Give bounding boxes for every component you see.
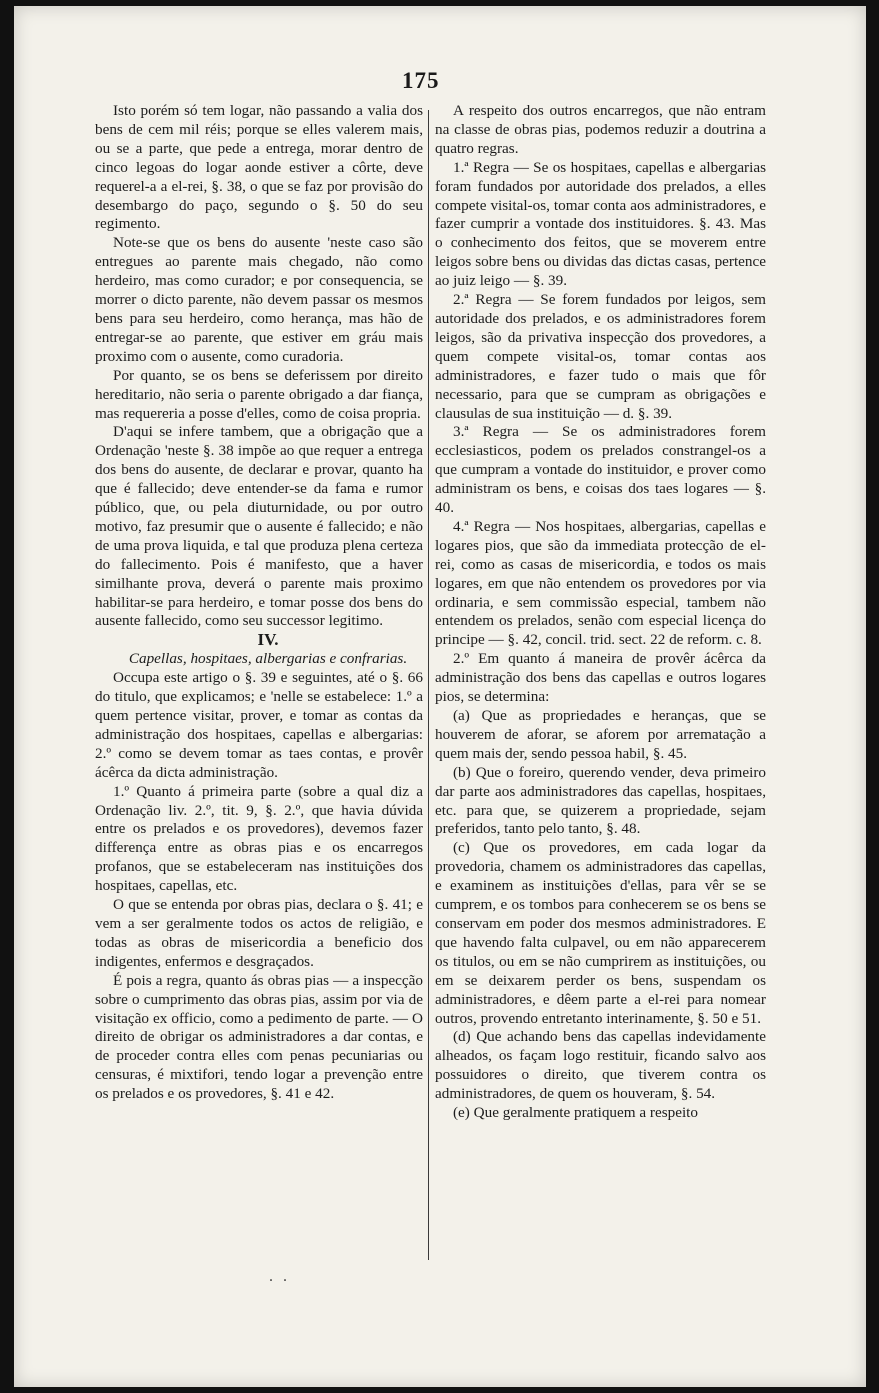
right-column <box>435 102 766 1123</box>
right-paragraph: 1.ª Regra — Se os hospitaes, capellas e albergarias foram fundados por autoridade dos prelados, a elles compete visital-os, tomar conta aos administradores, e fazer cumprir a vontade dos instituidores. §. 43. Mas o conhecimento dos feitos, que se moverem entre leigos sobre bens ou dividas das dictas casas, pertence ao juiz leigo — §. 39. <box>435 158 766 290</box>
right-paragraph: (b) Que o foreiro, querendo vender, deva primeiro dar parte aos administradores das capellas, hospitaes, etc. para que, se quizerem a propriedade, sejam preferidos, tanto pelo tanto, §. 48. <box>435 763 766 838</box>
right-paragraph: (d) Que achando bens das capellas indevidamente alheados, os façam logo restituir, ficando salvo aos possuidores o direito, que tiverem contra os administradores, de quem os houveram, §. 54. <box>435 1028 766 1103</box>
left-column <box>95 102 423 1104</box>
right-paragraph: 4.ª Regra — Nos hospitaes, albergarias, capellas e logares pios, que são da immediata protecção de el-rei, como as casas de misericordia, e todos os mais logares, em que não entendem os provedores por via ordinaria, e sem commissão especial, tambem não entendem os prelados, senão com especial licença do principe — §. 42, concil. trid. sect. 22 de reform. c. 8. <box>435 517 766 649</box>
footer-marks: . . <box>269 1268 290 1285</box>
right-paragraph: 2.ª Regra — Se forem fundados por leigos, sem autoridade dos prelados, e os administradores forem leigos, são da privativa inspecção dos provedores, a quem compete visital-os, tomar contas aos administradores, e fazer tudo o mais que fôr necessario, para que se cumpram as obrigações e clausulas de sua instituição — d. §. 39. <box>435 291 766 422</box>
left-paragraph: O que se entenda por obras pias, declara o §. 41; e vem a ser geralmente todos os actos de religião, e todas as obras de misericordia a beneficio dos indigentes, enfermos e desgraçados. <box>95 896 423 970</box>
left-paragraph: Isto porém só tem logar, não passando a valia dos bens de cem mil réis; porque se elles valerem mais, ou se a parte, que pede a entrega, morar dentro de cinco legoas do logar aonde estiver a côrte, deve requerel-a a el-rei, §. 38, o que se faz por provisão do desembargo do paço, segundo o §. 50 do seu regimento. <box>95 102 423 233</box>
left-paragraph: Occupa este artigo o §. 39 e seguintes, até o §. 66 do titulo, que explicamos; e 'nelle se estabelece: 1.º a quem pertence visitar, prover, e tomar as contas da administração dos hospitaes, capellas e albergarias: 2.º como se devem tomar as taes contas, e provêr ácêrca da dicta administração. <box>95 669 423 781</box>
column-divider <box>428 110 429 1260</box>
left-paragraph: 1.º Quanto á primeira parte (sobre a qual diz a Ordenação liv. 2.º, tit. 9, §. 2.º, que havia dúvida entre os prelados e os provedores), devemos fazer differença entre as obras pias e os encarregos profanos, que se estabeleceram nas instituições dos hospitaes, capellas, etc. <box>95 782 423 895</box>
page-number: 175 <box>402 68 440 93</box>
left-paragraph: É pois a regra, quanto ás obras pias — a inspecção sobre o cumprimento das obras pias, assim por via de visitação ex officio, como a pedimento de parte. — O direito de obrigar os administradores a dar contas, e de proceder contra elles com penas pecuniarias ou censuras, é mixtifori, tendo logar a prevenção entre os prelados e os provedores, §. 41 e 42. <box>95 971 423 1103</box>
right-paragraph: A respeito dos outros encarregos, que não entram na classe de obras pias, podemos reduzir a doutrina a quatro regras. <box>435 102 766 157</box>
right-paragraph: (a) Que as propriedades e heranças, que se houverem de aforar, se aforem por arrematação a quem mais der, sendo pessoa habil, §. 45. <box>435 707 766 762</box>
book-page <box>14 6 866 1387</box>
left-paragraph: Note-se que os bens do ausente 'neste caso são entregues ao parente mais chegado, não como herdeiro, mas como curador; e por consequencia, se morrer o dicto parente, não devem passar os mesmos bens para seu herdeiro, como herança, mas hão de entregar-se ao parente, que estiver em gráu mais proximo com o ausente, como curadoria. <box>95 234 423 365</box>
left-paragraph: Por quanto, se os bens se deferissem por direito hereditario, não seria o parente obrigado a dar fiança, mas requereria a posse d'elles, como de coisa propria. <box>95 366 423 422</box>
left-paragraph: D'aqui se infere tambem, que a obrigação que a Ordenação 'neste §. 38 impõe ao que requer a entrega dos bens do ausente, de declarar e provar, quanto ha que é fallecido; deve entender-se da fama e rumor público, que, ou pela diuturnidade, ou por outro motivo, faz presumir que o ausente é fallecido; e não de uma prova liquida, e tal que produza plena certeza do fallecimento. Pois é manifesto, que a haver similhante prova, deverá o parente mais proximo habilitar-se para herdeiro, e tomar posse dos bens do ausente fallecido, como seu successor legitimo. <box>95 423 423 630</box>
section-number: IV. <box>257 630 279 650</box>
section-title: Capellas, hospitaes, albergarias e confrarias. <box>128 650 408 668</box>
right-paragraph: (e) Que geralmente pratiquem a respeito <box>453 1104 698 1122</box>
right-paragraph: (c) Que os provedores, em cada logar da provedoria, chamem os administradores das capellas, e examinem as instituições d'ellas, para vêr se se cumprem, e os tombos para conhecerem se os bens se conservam em poder dos mesmos administradores. E que havendo falta culpavel, ou em não apparecerem os titulos, ou em se não cumprirem as instituições, ou em se deixarem perder os bens, suspendam os administradores, e dêem parte a el-rei para nomear outros, provendo entretanto interinamente, §. 50 e 51. <box>435 839 766 1027</box>
right-paragraph: 3.ª Regra — Se os administradores forem ecclesiasticos, podem os prelados constrangel-os a que cumpram a vontade do instituidor, e prover como administram os bens, e coisas dos taes logares — §. 40. <box>435 423 766 517</box>
right-paragraph: 2.º Em quanto á maneira de provêr ácêrca da administração dos bens das capellas e outros logares pios, se determina: <box>435 650 766 706</box>
